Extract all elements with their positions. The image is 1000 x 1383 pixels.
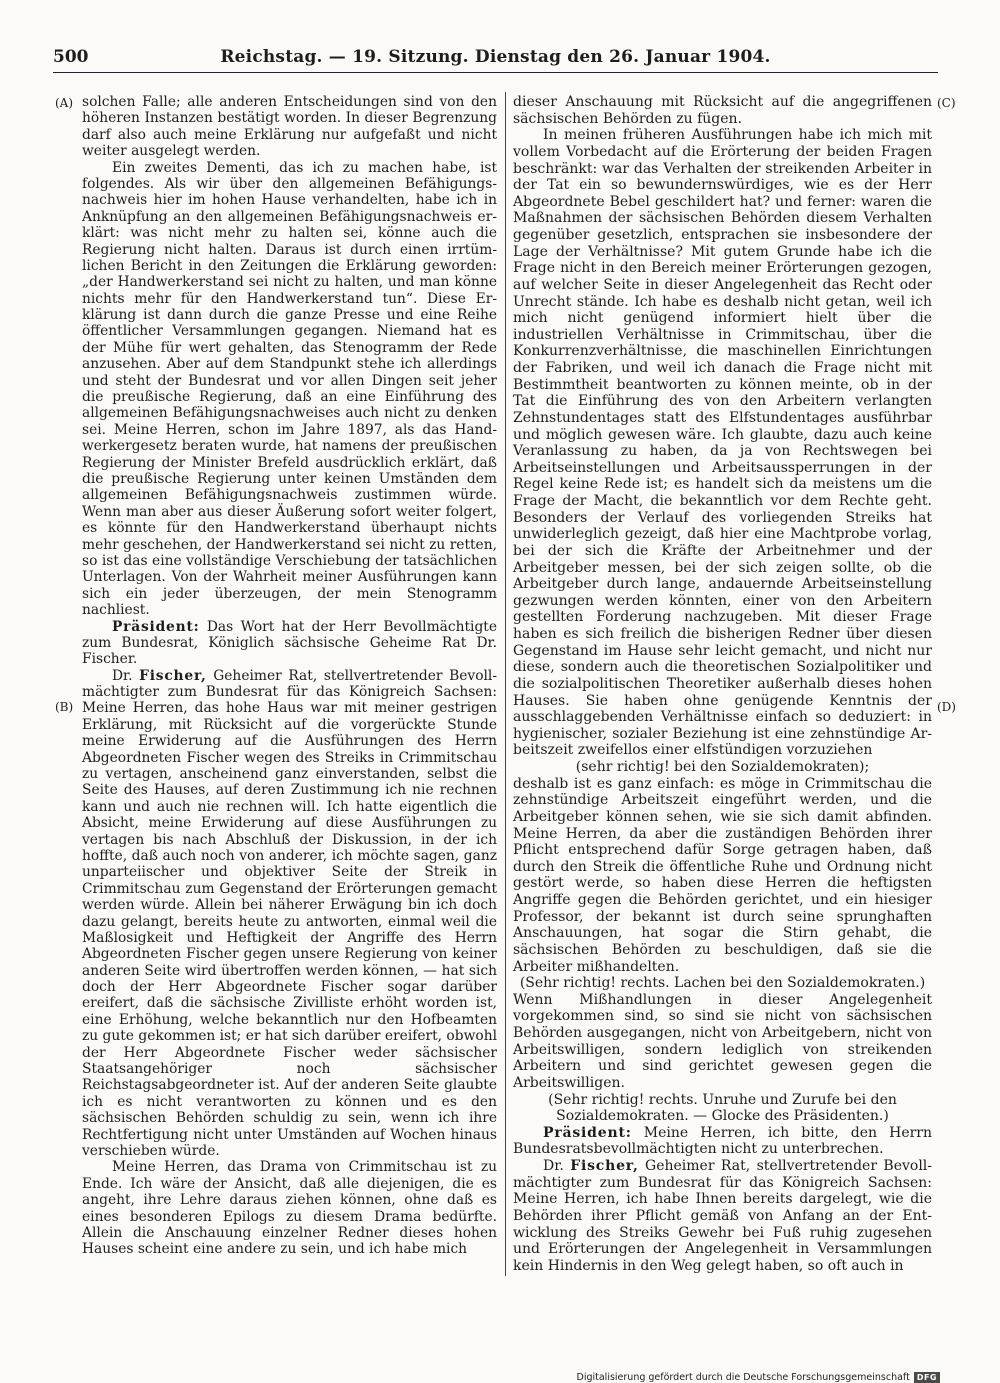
header-spacer [868,47,938,67]
paragraph: In meinen früheren Ausführungen habe ich mich mit vollem Vorbedacht auf die Erörterung der beiden Fragen beschränkt: war das Verhalten der streikenden Arbeiter in der Tat ein so bewundernswürdiges, wie es der Herr Abgeordnete Bebel geschildert hat? und ferner: waren die Maßnahmen der sächsischen Behörden diesem Verhalten gegenüber gesetzlich, entsprachen sie insbesondere der Lage der Verhältnisse? Mit gutem Grunde habe ich die Frage nicht in den Bereich meiner Erörterungen gezogen, auf welcher Seite in dieser Angelegenheit das Recht oder Unrecht stände. Ich habe es deshalb nicht getan, weil ich mich nicht genügend informiert hielt über die industriellen Verhältnisse in Crimmitschau, über die Konkurrenzverhältnisse, die maschinellen Einrichtungen der Fabriken, und weil ich danach die Frage nicht mit Bestimmtheit beantworten zu können meinte, ob in der Tat die Einführung des von den Arbeitern verlangten Zehnstundentages statt des Elfstundentages ausführbar und möglich gewesen wäre. Ich glaubte, dazu auch keine Veranlassung zu haben, da ja von Rechtswegen bei Arbeitseinstellungen und Arbeitsaussperrungen in der Regel keine Rede ist; es handelt sich da meistens um die Frage der Macht, die bekanntlich vor dem Rechte geht. Besonders der Verlauf des vorliegenden Streiks hat unwiderleglich gezeigt, daß hier eine Machtprobe vorlag, bei der sich die Kräfte der Arbeitnehmer und der Arbeitgeber messen, bei der sich zeigen sollte, ob die Arbeitgeber durch lange, andauernde Arbeitseinstellung gezwungen werden könnten, einer von den Arbeitern gestellten Forderung nachzugeben. Mit dieser Frage haben es sich freilich die bisherigen Redner über diesen Gegenstand im Hause sehr leicht gemacht, und nicht nur diese, sondern auch die theoretischen Sozialpolitiker und die sozialpolitischen Theoretiker außerhalb dieses hohen Hauses. Sie haben ohne genügende Kenntnis der ausschlaggebenden Verhältnisse einfach so deduziert: in hygienischer, sozialer Beziehung ist eine zehnstündige Arbeitszeit zweifellos einer elfstündigen vorzuziehen [513,127,932,759]
paragraph: (sehr richtig! bei den Sozialdemokraten); [575,759,870,775]
paragraph: Meine Herren, das Drama von Crimmitschau ist zu Ende. Ich wäre der Ansicht, daß alle diejenigen, die es angeht, ihre Lehre daraus ziehen können, ohne daß es eines besonderen Epilogs zu diesem Drama bedürfte. Allein die Anschauung einzelner Redner dieses hohen Hauses scheint eine andere zu sein, und ich habe mich [82,1159,497,1258]
right-column [513,94,932,1274]
left-column [82,94,497,1258]
speech-text: Das Wort hat der Herr Bevollmächtigte zum Bundesrat, Königlich sächsische Geheime Rat Dr. Fischer. [82,618,497,668]
page-header [53,47,938,73]
paragraph: (Sehr richtig! rechts. Lachen bei den Sozialdemokraten.) [519,975,926,992]
margin-marker-c: (C) [937,96,956,110]
paragraph: deshalb ist es ganz einfach: es möge in Crimmitschau die zehnstündige Arbeitszeit eingeführt werden, und die Arbeitgeber können sehen, wie sie sich damit abfinden. Meine Herren, da aber die zuständigen Behörden ihrer Pflicht entsprechend dafür Sorge getragen haben, daß durch den Streik die öffentliche Ruhe und Ordnung nicht gestört werde, so haben diese Herren die heftigsten Angriffe gegen die Behörden gerichtet, und ein hiesiger Professor, der bekannt ist durch seine sprunghaften Anschauungen, hat sogar die Stirn gehabt, die sächsischen Behörden zu beschuldigen, daß sie die Arbeiter mißhandelten. [513,775,932,975]
footer-text: Digitalisierung gefördert durch die Deutsche Forschungsgemeinschaft [576,1372,910,1383]
paragraph [513,1125,932,1158]
paragraph: solchen Falle; alle anderen Entscheidungen sind von den höheren Instanzen bestätigt worden. In dieser Begrenzung darf also auch meine Erklärung nur aufgefaßt und nicht weiter ausgelegt werden. [82,94,497,160]
speech-text: Meine Herren, ich bitte, den Herrn Bundesratsbevollmächtigten nicht zu unterbrechen. [513,1124,932,1158]
paragraph [82,619,497,668]
margin-marker-b: (B) [55,700,74,714]
speaker-name: Fischer, [570,1158,639,1174]
column-divider [505,92,506,1276]
speaker-name: Fischer, [139,667,207,684]
margin-marker-a: (A) [55,96,74,110]
footer [577,1372,940,1383]
speaker-title: Dr. [543,1158,571,1174]
speaker-name: Präsident: [543,1124,632,1141]
paragraph: Wenn Mißhandlungen in dieser Angelegenheit vorgekommen sind, so sind sie nicht von sächsischen Behörden ausgegangen, nicht von Arbeitgebern, nicht von Arbeitswilligen, sondern lediglich von streikenden Arbeitern und sind gerichtet gewesen gegen die Arbeitswilligen. [513,991,932,1091]
page-title: Reichstag. — 19. Sitzung. Dienstag den 26. Januar 1904. [220,47,771,67]
speech-text: Geheimer Rat, stellvertretender Bevollmächtigter zum Bundesrat für das Königreich Sachsen: Meine Herren, ich habe Ihnen bereits dargelegt, wie die Behörden ihrer Pflicht gemäß von Anfang an der Entwicklung des Streiks Gewehr bei Fuß ruhig zugesehen und Erörterungen der Angelegenheit in Versammlungen kein Hindernis in den Weg gelegt haben, so oft auch in [513,1158,933,1274]
margin-marker-d: (D) [937,700,956,714]
speech-text: Geheimer Rat, stellvertretender Bevollmächtigter zum Bundesrat für das Königreich Sachsen: Meine Herren, das hohe Haus war mit meiner gestrigen Erklärung, mit Rücksicht auf die vorgerückte Stunde meine Erwiderung auf die Ausführungen des Herrn Abgeordneten Fischer wegen des Streiks in Crimmitschau zu vertagen, anscheinend ganz einverstanden, selbst die Seite des Hauses, auf deren Zustimmung ich nie rechnen kann und auch nie rechnen will. Ich hatte eigentlich die Absicht, meine Erwiderung auf diese Ausführungen zu vertagen bis nach Abschluß der Diskussion, in der ich hoffte, daß auch noch von anderer, ich möchte sagen, ganz unparteiischer und objektiver Seite der Streik in Crimmitschau zum Gegenstand der Erörterungen gemacht werden würde. Allein bei näherer Erwägung bin ich doch dazu gelangt, bereits heute zu antworten, einmal weil die Maßlosigkeit und Heftigkeit der Angriffe des Herrn Abgeordneten Fischer gegen unsere Regierung von keiner anderen Seite wird übertroffen werden können, — hat sich doch der Herr Abgeordnete Fischer sogar darüber ereifert, daß die sächsische Zivilliste erhöht worden ist, eine Erhöhung, welche bekanntlich nur den Hofbeamten zu gute gekommen ist; er hat sich darüber ereifert, obwohl der Herr Abgeordnete Fischer weder sächsischer Staatsangehöriger noch sächsischer Reichstagsabgeordneter ist. Auf der anderen Seite glaubte ich es nicht verantworten zu können und es den sächsischen Behörden schuldig zu sein, wenn ich ihre Rechtfertigung nicht unter Umständen auf Wochen hinaus verschieben würde. [82,667,497,1159]
speaker-name: Präsident: [112,618,200,635]
paragraph [82,668,497,1160]
dfg-logo: DFG [914,1372,940,1383]
paragraph: dieser Anschauung mit Rücksicht auf die angegriffenen sächsischen Behörden zu fügen. [513,94,932,127]
paragraph [513,1158,932,1274]
paragraph: Ein zweites Dementi, das ich zu machen habe, ist folgendes. Als wir über den allgemeinen Befähigungsnachweis hier im hohen Hause verhandelten, habe ich in Anknüpfung an den allgemeinen Befähigungsnachweis erklärt: was nicht mehr zu halten sei, könne auch die Regierung nicht halten. Daraus ist durch einen irrtümlichen Bericht in den Zeitungen die Erklärung geworden: „der Handwerkerstand sei nicht zu halten, und man könne nichts mehr für den Handwerkerstand tun“. Diese Erklärung ist dann durch die ganze Presse und eine Reihe öffentlicher Versammlungen gegangen. Niemand hat es der Mühe für wert gehalten, das Stenogramm der Rede anzusehen. Aber auf dem Standpunkt stehe ich allerdings und steht der Bundesrat und vor allen Dingen seit jeher die preußische Regierung, daß an eine Einführung des allgemeinen Befähigungsnachweises auch nicht zu denken sei. Meine Herren, schon im Jahre 1897, als das Handwerkergesetz beraten wurde, hat namens der preußischen Regierung der Minister Brefeld ausdrücklich erklärt, daß die preußische Regierung unter keinen Umständen dem allgemeinen Befähigungsnachweis zustimmen würde. Wenn man aber aus dieser Äußerung sofort weiter folgert, es könnte für den Handwerkerstand überhaupt nichts mehr geschehen, der Handwerkerstand sei nicht zu retten, so ist das eine vollständige Verschiebung der tatsächlichen Unterlagen. Von der Wahrheit meiner Ausführungen kann sich ein jeder überzeugen, der mein Stenogramm nachliest. [82,159,497,619]
page-number: 500 [53,47,89,67]
paragraph: (Sehr richtig! rechts. Unruhe und Zurufe bei den Sozialdemokraten. — Glocke des Präsidenten.) [548,1091,897,1125]
speaker-title: Dr. [112,667,140,684]
